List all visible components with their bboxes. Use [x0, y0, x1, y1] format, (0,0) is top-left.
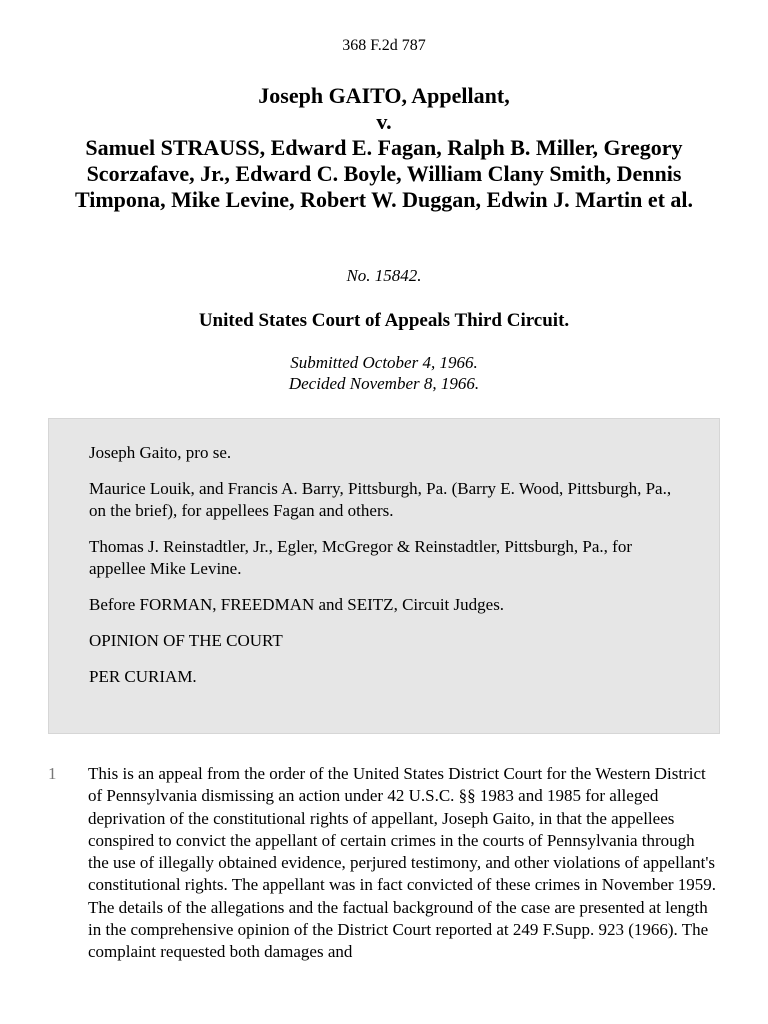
submitted-date: Submitted October 4, 1966. — [290, 353, 478, 372]
versus-label: v. — [376, 109, 392, 134]
counsel-box — [48, 418, 720, 734]
case-dates — [0, 352, 768, 394]
counsel-appellee-levine: Thomas J. Reinstadtler, Jr., Egler, McGregor & Reinstadtler, Pittsburgh, Pa., for appellee Mike Levine. — [89, 537, 632, 578]
appellant-name: Joseph GAITO, Appellant, — [258, 83, 510, 108]
citation: 368 F.2d 787 — [342, 37, 426, 54]
counsel-appellees-fagan: Maurice Louik, and Francis A. Barry, Pittsburgh, Pa. (Barry E. Wood, Pittsburgh, Pa., on the brief), for appellees Fagan and others. — [89, 479, 672, 520]
opinion-heading: OPINION OF THE COURT — [89, 631, 283, 650]
panel-judges: Before FORMAN, FREEDMAN and SEITZ, Circuit Judges. — [89, 595, 505, 614]
docket-number: No. 15842. — [346, 266, 422, 285]
decided-date: Decided November 8, 1966. — [288, 374, 480, 393]
counsel-appellant: Joseph Gaito, pro se. — [89, 443, 232, 462]
paragraph-number: 1 — [48, 764, 57, 783]
court-name: United States Court of Appeals Third Circuit. — [198, 310, 570, 331]
per-curiam-label: PER CURIAM. — [89, 667, 197, 686]
appellees-names: Samuel STRAUSS, Edward E. Fagan, Ralph B. Miller, Gregory Scorzafave, Jr., Edward C. Boyle, William Clany Smith, Dennis Timpona, Mike Levine, Robert W. Duggan, Edwin J. Martin et al. — [74, 135, 694, 212]
case-caption — [40, 83, 728, 213]
paragraph-text: This is an appeal from the order of the United States District Court for the Western District of Pennsylvania dismissing an action under 42 U.S.C. §§ 1983 and 1985 for alleged deprivation of the constitutional rights of appellant, Joseph Gaito, in that the appellees conspired to convict the appellant of certain crimes in the courts of Pennsylvania through the use of illegally obtained evidence, perjured testimony, and other violations of appellant's constitutional rights. The appellant was in fact convicted of these crimes in November 1959. The details of the allegations and the factual background of the case are presented at length in the comprehensive opinion of the District Court reported at 249 F.Supp. 923 (1966). The complaint requested both damages and — [88, 764, 717, 962]
